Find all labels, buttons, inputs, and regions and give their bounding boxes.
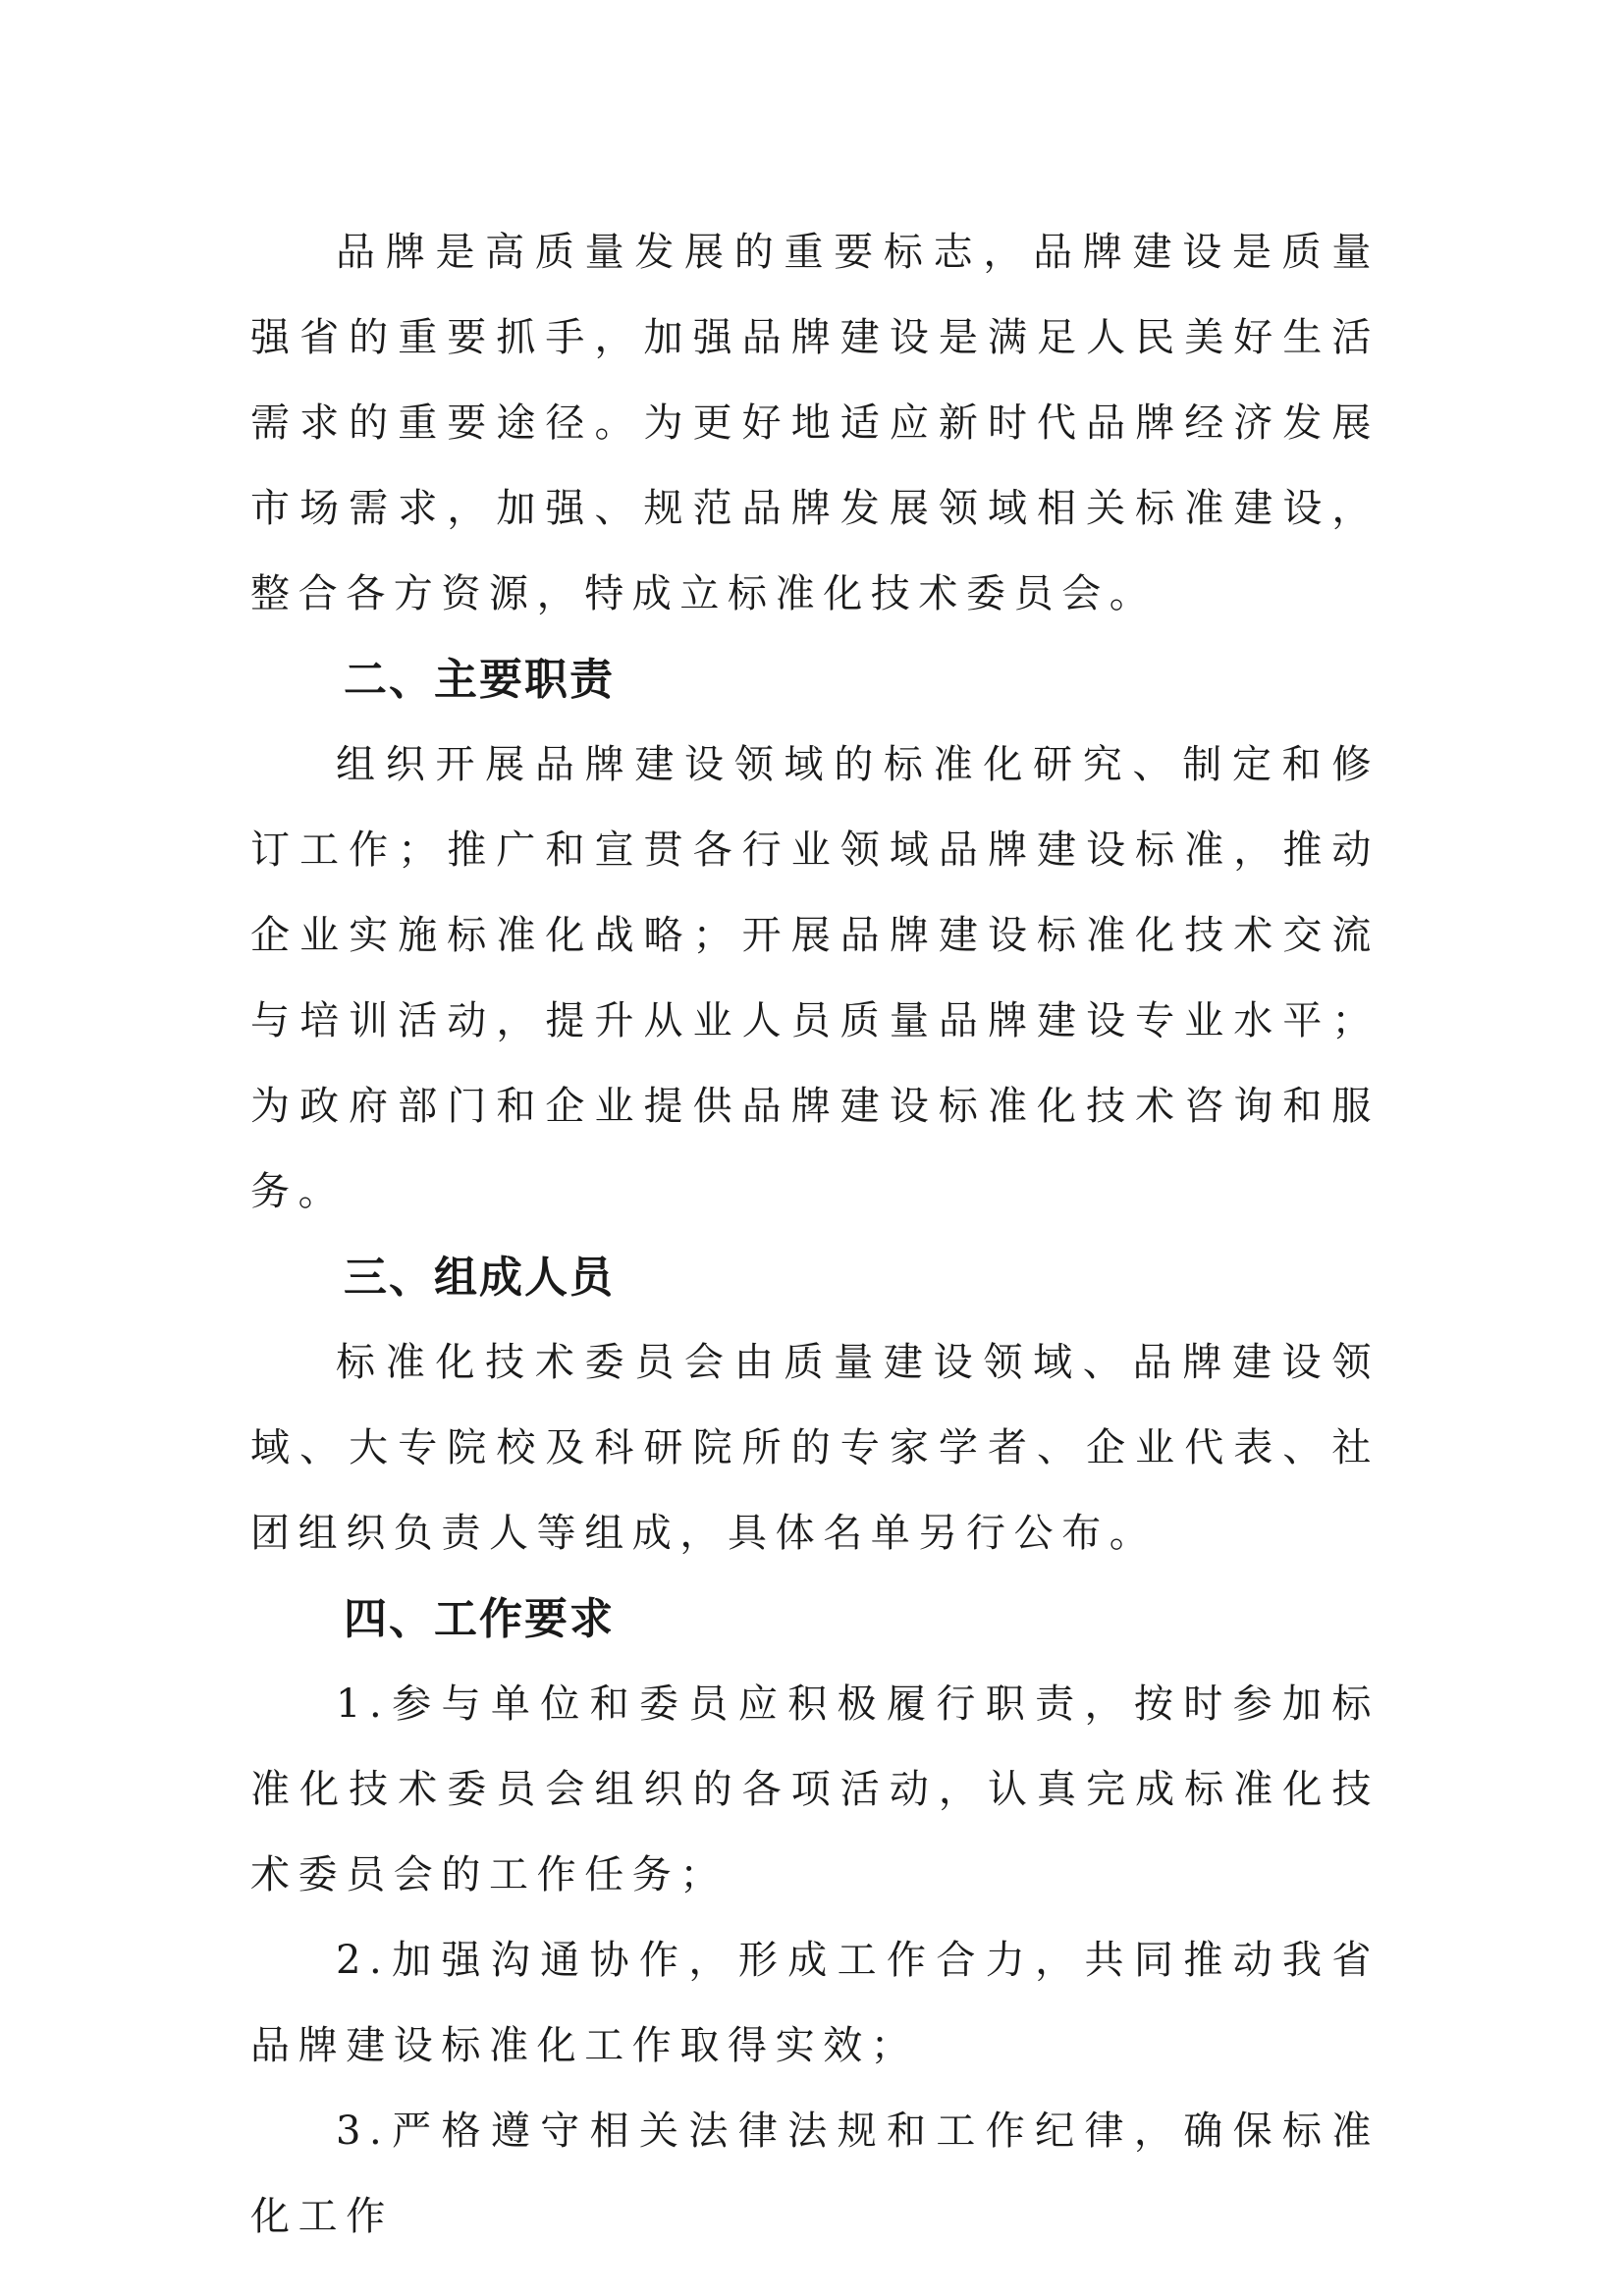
section-heading-members: 三、组成人员 [344,1253,615,1303]
requirement-item-3: 3.严格遵守相关法律法规和工作纪律，确保标准化工作 [250,2109,1380,2239]
members-paragraph: 标准化技术委员会由质量建设领域、品牌建设领域、大专院校及科研院所的专家学者、企业代表、社团组织负责人等组成，具体名单另行公布。 [250,1340,1380,1556]
intro-paragraph: 品牌是高质量发展的重要标志，品牌建设是质量强省的重要抓手，加强品牌建设是满足人民美好生活需求的重要途径。为更好地适应新时代品牌经济发展市场需求，加强、规范品牌发展领域相关标准建设，整合各方资源，特成立标准化技术委员会。 [250,230,1380,616]
duties-paragraph: 组织开展品牌建设领域的标准化研究、制定和修订工作；推广和宣贯各行业领域品牌建设标准，推动企业实施标准化战略；开展品牌建设标准化技术交流与培训活动，提升从业人员质量品牌建设专业水平；为政府部门和企业提供品牌建设标准化技术咨询和服务。 [250,742,1380,1214]
requirement-item-2: 2.加强沟通协作，形成工作合力，共同推动我省品牌建设标准化工作取得实效； [250,1938,1380,2068]
requirement-item-1: 1.参与单位和委员应积极履行职责，按时参加标准化技术委员会组织的各项活动，认真完成标准化技术委员会的工作任务； [250,1682,1380,1897]
document-body [250,210,1380,2260]
section-heading-duties: 二、主要职责 [344,655,615,705]
section-heading-requirements: 四、工作要求 [344,1594,615,1644]
